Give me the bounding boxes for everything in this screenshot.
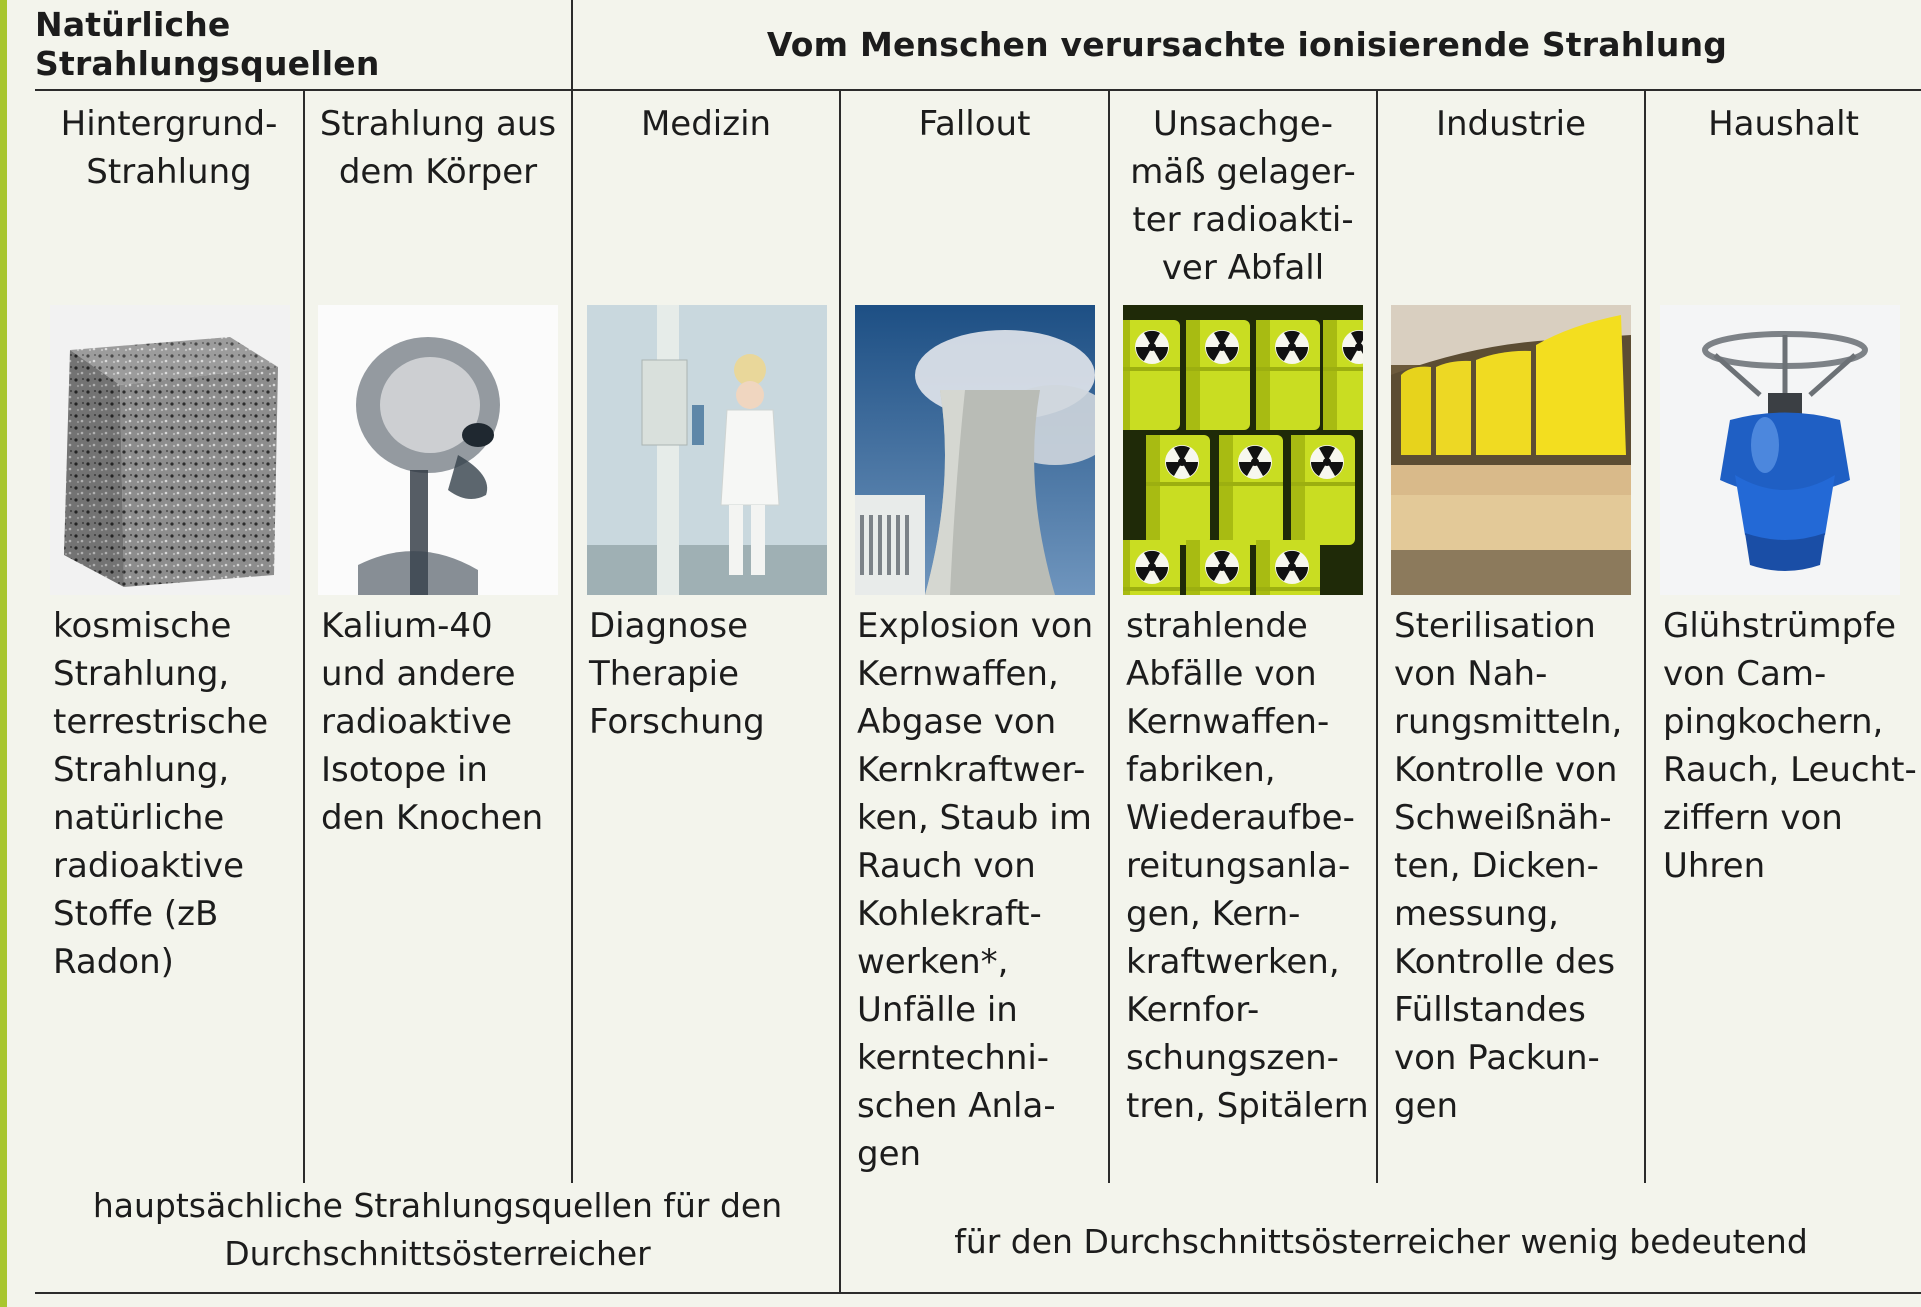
granite-cube-image	[50, 305, 290, 595]
column-divider	[1376, 91, 1378, 1183]
xray-room-doctor-image	[587, 305, 827, 595]
column-text-industry: Sterilisation von Nah- rungsmitteln, Kontrolle von Schweißnäh- ten, Dicken- messung, Kontrolle des Füllstandes von Packun- gen	[1394, 606, 1623, 1126]
column-title-household: Haushalt	[1708, 104, 1859, 144]
column-text-fallout: Explosion von Kernwaffen, Abgase von Kernkraftwer- ken, Staub im Rauch von Kohlekraft- werken*, Unfälle in kerntechni- schen Anla- gen	[857, 606, 1094, 1174]
column-title-background: Hintergrund- Strahlung	[60, 104, 278, 192]
header-rule	[35, 89, 1921, 91]
column-text-medicine: Diagnose Therapie Forschung	[589, 606, 765, 742]
column-text-household: Glühstrümpfe von Cam- pingkochern, Rauch, Leucht- ziffern von Uhren	[1663, 606, 1917, 886]
radioactive-barrels-image	[1123, 305, 1363, 595]
column-text-background: kosmische Strahlung, terrestrische Strahlung, natürliche radioaktive Stoffe (zB Radon)	[53, 606, 269, 982]
footer-main-sources: hauptsächliche Strahlungsquellen für den Durchschnittsösterreicher	[92, 1186, 783, 1273]
camping-stove-image	[1660, 305, 1900, 595]
column-title-body: Strahlung aus dem Körper	[319, 104, 557, 192]
column-text-waste: strahlende Abfälle von Kernwaffen- fabriken, Wiederaufbe- reitungsanla- gen, Kern- kraftwerken, Kernfor- schungszen- tren, Spitälern	[1126, 606, 1369, 1126]
column-divider	[303, 91, 305, 1183]
column-title-waste: Unsachge- mäß gelager- ter radioakti- ver Abfall	[1130, 104, 1356, 288]
header-divider	[571, 0, 573, 89]
column-divider	[571, 91, 573, 1183]
column-title-fallout: Fallout	[918, 104, 1031, 144]
header-natural-sources: Natürliche Strahlungsquellen	[35, 5, 380, 83]
column-title-industry: Industrie	[1435, 104, 1587, 144]
footer-minor-sources: für den Durchschnittsösterreicher wenig bedeutend	[954, 1222, 1808, 1261]
bottom-rule	[35, 1292, 1921, 1294]
industrial-machine-image	[1391, 305, 1631, 595]
skull-xray-image	[318, 305, 558, 595]
cooling-tower-image	[855, 305, 1095, 595]
column-divider	[1644, 91, 1646, 1183]
column-title-medicine: Medizin	[640, 104, 772, 144]
column-text-body: Kalium-40 und andere radioaktive Isotope in den Knochen	[321, 606, 544, 838]
green-accent-edge	[0, 0, 7, 1307]
header-manmade-radiation: Vom Menschen verursachte ionisierende Strahlung	[766, 24, 1728, 64]
column-divider	[839, 91, 841, 1292]
